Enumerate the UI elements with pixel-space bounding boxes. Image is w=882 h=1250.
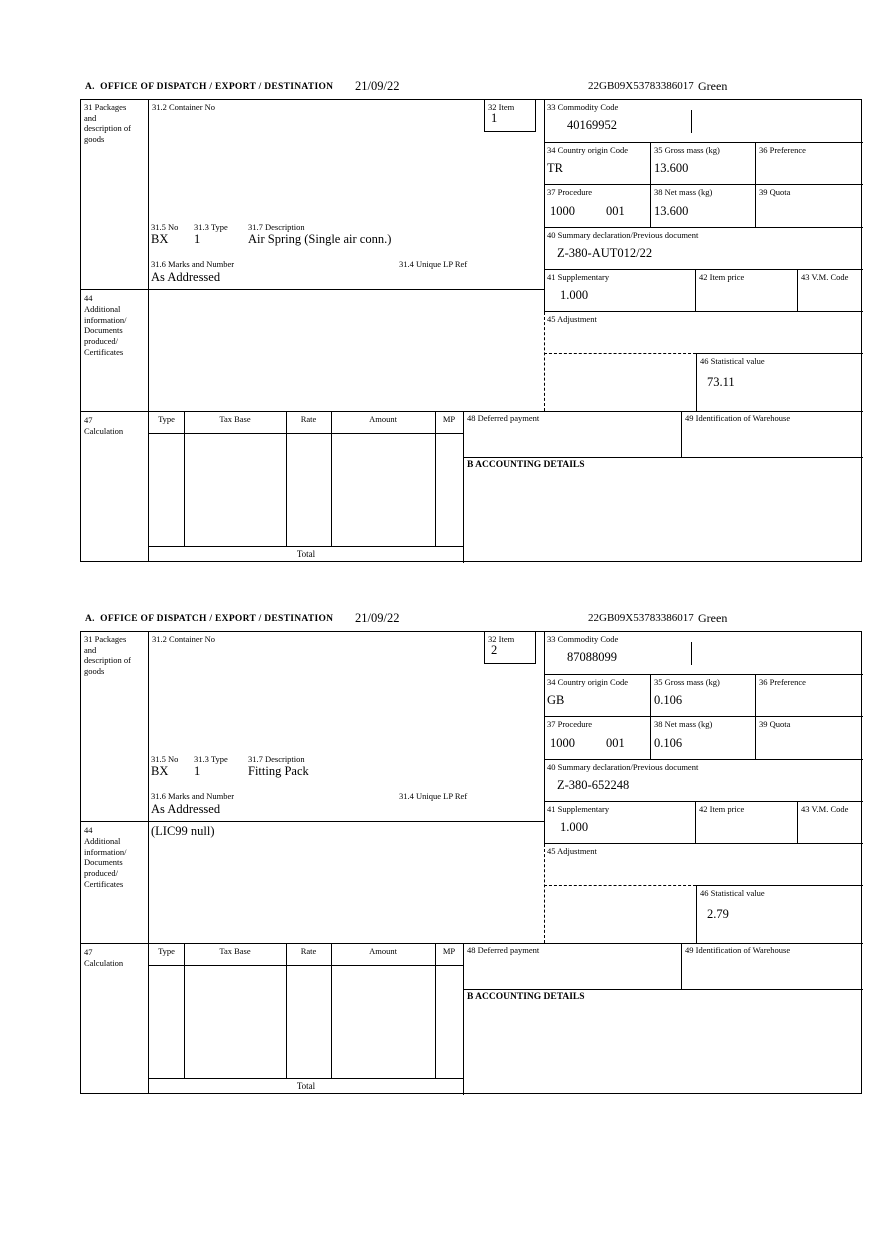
box37-procedure-cell (544, 185, 651, 228)
total-label: Total (296, 549, 316, 559)
box34-origin-label: 34 Country origin Code (547, 677, 628, 687)
box47-number-label: 47 (84, 415, 93, 425)
package-no-value: BX (151, 232, 169, 246)
box42-item-price-cell (696, 270, 798, 312)
box38-net-mass-cell (651, 185, 756, 228)
accounting-details-heading: B ACCOUNTING DETAILS (467, 460, 585, 470)
box39-quota-cell (756, 717, 863, 760)
declaration-form (80, 99, 862, 562)
block-header (80, 78, 862, 99)
box47-number-label: 47 (84, 947, 93, 957)
country-origin-value: GB (547, 693, 565, 707)
supplementary-units-value: 1.000 (560, 820, 589, 834)
country-origin-value: TR (547, 161, 563, 175)
entry-reference: 22GB09X53783386017 (588, 612, 694, 624)
box44-text-label: Additional information/ Documents produced/ Certificates (84, 304, 127, 357)
entry-reference: 22GB09X53783386017 (588, 80, 694, 92)
accounting-area-divider (463, 943, 464, 1095)
left-column (81, 632, 149, 1093)
table-column-divider (286, 411, 287, 546)
box41-supplementary-cell (544, 802, 696, 844)
package-type-value: 1 (194, 232, 201, 246)
item-number-value: 2 (491, 643, 498, 657)
box40-previous-document-cell (544, 760, 863, 802)
box35-gross-mass-label: 35 Gross mass (kg) (654, 145, 720, 155)
previous-document-value: Z-380-AUT012/22 (557, 246, 653, 260)
box31-6-marks-label: 31.6 Marks and Number (151, 791, 235, 801)
accounting-top-divider (463, 457, 863, 458)
box34-origin-cell (544, 143, 651, 185)
box32-item-box (484, 632, 536, 664)
dashed-divider (544, 353, 696, 354)
supplementary-units-value: 1.000 (560, 288, 589, 302)
box31-2-container-label: 31.2 Container No (152, 102, 216, 112)
box33-commodity-cell (544, 100, 863, 143)
procedure-qualifier-value: 001 (606, 736, 625, 750)
box41-supplementary-cell (544, 270, 696, 312)
table-column-divider (184, 943, 185, 1078)
box31-7-description-label: 31.7 Description (248, 222, 305, 232)
table-column-divider (286, 943, 287, 1078)
amount-column-header: Amount (369, 414, 397, 424)
table-column-divider (331, 943, 332, 1078)
dashed-divider (544, 885, 696, 886)
box48-deferred-payment-label: 48 Deferred payment (467, 945, 540, 955)
dispatch-date: 21/09/22 (355, 611, 400, 625)
box40-previous-document-label: 40 Summary declaration/Previous document (547, 230, 699, 240)
amount-column-header: Amount (369, 946, 397, 956)
procedure-value: 1000 (550, 204, 575, 218)
declaration-form (80, 631, 862, 1094)
box47-text-label: Calculation (84, 426, 124, 436)
box36-preference-label: 36 Preference (759, 145, 806, 155)
table-header-divider (149, 965, 463, 966)
box42-item-price-cell (696, 802, 798, 844)
box31-6-marks-label: 31.6 Marks and Number (151, 259, 235, 269)
box31-3-type-label: 31.3 Type (194, 754, 228, 764)
rate-column-header: Rate (300, 414, 317, 424)
procedure-qualifier-value: 001 (606, 204, 625, 218)
box48-box49-divider (681, 411, 682, 457)
box44-number-label: 44 (84, 825, 93, 835)
box36-preference-cell (756, 143, 863, 185)
box46-statistical-value-label: 46 Statistical value (700, 356, 765, 366)
box38-net-mass-cell (651, 717, 756, 760)
box32-item-box (484, 100, 536, 132)
routing-indicator: Green (698, 611, 728, 625)
accounting-details-heading: B ACCOUNTING DETAILS (467, 992, 585, 1002)
box42-item-price-label: 42 Item price (699, 804, 745, 814)
box34-origin-cell (544, 675, 651, 717)
dispatch-date: 21/09/22 (355, 79, 400, 93)
table-column-divider (435, 943, 436, 1078)
commodity-code-value: 87088099 (567, 650, 617, 664)
box36-preference-label: 36 Preference (759, 677, 806, 687)
box31-box44-divider (81, 821, 544, 822)
box41-supplementary-label: 41 Supplementary (547, 272, 610, 282)
accounting-top-divider (463, 989, 863, 990)
box31-5-no-label: 31.5 No (151, 754, 179, 764)
box45-adjustment-label: 45 Adjustment (547, 314, 597, 324)
commodity-code-separator (691, 642, 692, 665)
box40-previous-document-label: 40 Summary declaration/Previous document (547, 762, 699, 772)
box40-previous-document-cell (544, 228, 863, 270)
box45-adjustment-cell (544, 312, 863, 353)
table-column-divider (184, 411, 185, 546)
marks-value: As Addressed (151, 802, 221, 816)
box38-net-mass-label: 38 Net mass (kg) (654, 187, 713, 197)
procedure-value: 1000 (550, 736, 575, 750)
box48-box49-divider (681, 943, 682, 989)
left-column (81, 100, 149, 561)
box42-item-price-label: 42 Item price (699, 272, 745, 282)
box49-warehouse-label: 49 Identification of Warehouse (685, 945, 791, 955)
total-row-divider (149, 546, 463, 547)
net-mass-value: 13.600 (654, 204, 689, 218)
total-label: Total (296, 1081, 316, 1091)
box36-preference-cell (756, 675, 863, 717)
declaration-item-block-2 (80, 610, 863, 1094)
net-mass-value: 0.106 (654, 736, 683, 750)
tax-base-column-header: Tax Base (219, 946, 251, 956)
table-column-divider (435, 411, 436, 546)
box33-commodity-label: 33 Commodity Code (547, 102, 619, 112)
box43-vm-code-cell (798, 802, 863, 844)
box32-item-label: 32 Item (488, 634, 515, 644)
goods-description-value: Air Spring (Single air conn.) (248, 232, 392, 246)
total-row-divider (149, 1078, 463, 1079)
table-header-divider (149, 433, 463, 434)
box43-vm-code-label: 43 V.M. Code (801, 272, 849, 282)
gross-mass-value: 13.600 (654, 161, 689, 175)
box46-statistical-value-label: 46 Statistical value (700, 888, 765, 898)
declaration-item-block-1 (80, 78, 863, 562)
marks-value: As Addressed (151, 270, 221, 284)
statistical-value: 73.11 (707, 375, 735, 389)
box47-text-label: Calculation (84, 958, 124, 968)
box46-statistical-value-cell (696, 885, 863, 943)
box37-procedure-label: 37 Procedure (547, 719, 593, 729)
table-column-divider (331, 411, 332, 546)
box31-packages-label: 31 Packages and description of goods (84, 634, 131, 676)
box44-number-label: 44 (84, 293, 93, 303)
box44-text-label: Additional information/ Documents produced/ Certificates (84, 836, 127, 889)
box31-packages-label: 31 Packages and description of goods (84, 102, 131, 144)
accounting-area-divider (463, 411, 464, 563)
package-no-value: BX (151, 764, 169, 778)
box31-4-lp-ref-label: 31.4 Unique LP Ref (399, 791, 468, 801)
item-number-value: 1 (491, 111, 498, 125)
box35-gross-mass-cell (651, 143, 756, 185)
tax-type-column-header: Type (158, 414, 175, 424)
mp-column-header: MP (442, 414, 456, 424)
calculation-section-divider (81, 943, 863, 944)
box31-3-type-label: 31.3 Type (194, 222, 228, 232)
statistical-value: 2.79 (707, 907, 729, 921)
box32-item-label: 32 Item (488, 102, 515, 112)
box33-commodity-cell (544, 632, 863, 675)
box31-5-no-label: 31.5 No (151, 222, 179, 232)
box39-quota-cell (756, 185, 863, 228)
previous-document-value: Z-380-652248 (557, 778, 630, 792)
box45-adjustment-cell (544, 844, 863, 885)
block-header (80, 610, 862, 631)
box43-vm-code-cell (798, 270, 863, 312)
box35-gross-mass-label: 35 Gross mass (kg) (654, 677, 720, 687)
commodity-code-separator (691, 110, 692, 133)
tax-type-column-header: Type (158, 946, 175, 956)
box31-2-container-label: 31.2 Container No (152, 634, 216, 644)
goods-description-value: Fitting Pack (248, 764, 309, 778)
box31-7-description-label: 31.7 Description (248, 754, 305, 764)
routing-indicator: Green (698, 79, 728, 93)
box31-4-lp-ref-label: 31.4 Unique LP Ref (399, 259, 468, 269)
box37-procedure-cell (544, 717, 651, 760)
tax-base-column-header: Tax Base (219, 414, 251, 424)
box48-deferred-payment-label: 48 Deferred payment (467, 413, 540, 423)
additional-info-value: (LIC99 null) (151, 824, 215, 838)
office-of-dispatch-heading: A. OFFICE OF DISPATCH / EXPORT / DESTINATION (85, 614, 334, 624)
mp-column-header: MP (442, 946, 456, 956)
gross-mass-value: 0.106 (654, 693, 683, 707)
box45-adjustment-label: 45 Adjustment (547, 846, 597, 856)
box41-supplementary-label: 41 Supplementary (547, 804, 610, 814)
box33-commodity-label: 33 Commodity Code (547, 634, 619, 644)
calculation-section-divider (81, 411, 863, 412)
box38-net-mass-label: 38 Net mass (kg) (654, 719, 713, 729)
box43-vm-code-label: 43 V.M. Code (801, 804, 849, 814)
box34-origin-label: 34 Country origin Code (547, 145, 628, 155)
office-of-dispatch-heading: A. OFFICE OF DISPATCH / EXPORT / DESTINATION (85, 82, 334, 92)
box37-procedure-label: 37 Procedure (547, 187, 593, 197)
package-type-value: 1 (194, 764, 201, 778)
box31-box44-divider (81, 289, 544, 290)
box49-warehouse-label: 49 Identification of Warehouse (685, 413, 791, 423)
box35-gross-mass-cell (651, 675, 756, 717)
box39-quota-label: 39 Quota (759, 187, 791, 197)
box46-statistical-value-cell (696, 353, 863, 411)
commodity-code-value: 40169952 (567, 118, 617, 132)
rate-column-header: Rate (300, 946, 317, 956)
box39-quota-label: 39 Quota (759, 719, 791, 729)
